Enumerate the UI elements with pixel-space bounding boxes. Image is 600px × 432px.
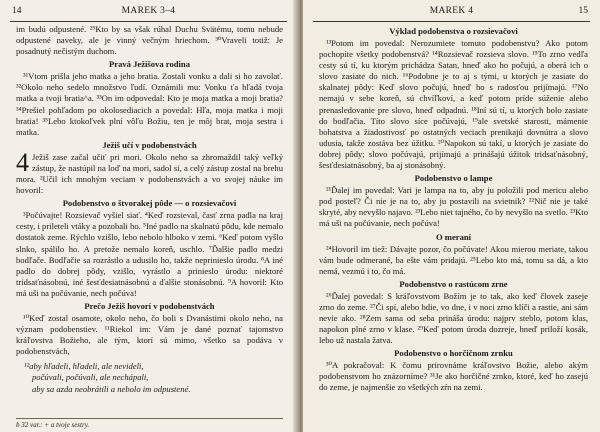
left-running-head: MAREK 3–4 [121,6,176,16]
quoted-verse [24,361,283,394]
left-page-header [10,6,287,20]
footnote: b 32 var.: + a tvoje sestry. [16,418,283,430]
section-heading: Prečo Ježiš hovorí v podobenstvách [84,300,215,311]
verse-paragraph: ³Počúvajte! Rozsievač vyšiel siať. ⁴Keď rozsieval, časť zrna padla na kraj cesty, i prileteli vtáky a pozobali ho. ⁵Iné padlo na skalnatú pôdu, kde nemalo dostatok zeme. Rýchlo vzišlo, lebo nebolo hlboko v zemi. ⁶Keď potom vyšlo slnko, spálilo ho. A pretože nemalo koreň, uschlo. ⁷Ďalšie padlo medzi bodľače. Bodľačie sa rozrástlo a udusilo ho, takže neprinieslo úrodu. ⁸A iné padlo do dobrej pôdy, vzišlo, vyrástlo a prinieslo úrodu: niektoré tridsaťnásobnú, iné šesťdesiatnásobnú a ďalšie stonásobnú. ⁹A hovoril: Kto má uši na počúvanie, nech počúva! [16,210,283,298]
section-heading: Pravá Ježišova rodina [109,59,190,70]
verse-paragraph: ²⁴Hovoril im tiež: Dávajte pozor, čo počúvate! Akou mierou meriate, takou vám bude odmerané, ba ešte vám pridajú. ²⁵Lebo kto má, tomu sa dá, a kto nemá, vezmú i to, čo má. [319,243,588,276]
verse-paragraph: ²⁶Ďalej povedal: S kráľovstvom Božím je to tak, ako keď človek zaseje zrno do zeme. ²⁷Či spí, alebo bdie, vo dne, i v noci zrno klíči a rastie, ani sám nevie ako. ²⁸Zem sama od seba prináša úrodu: najprv steblo, potom klas, napokon plné zrno v klase. ²⁹Keď potom úroda dozreje, hneď priloží kosák, lebo už nastala žatva. [319,290,588,346]
section-heading: Ježiš učí v podobenstvách [102,139,197,150]
right-page-number: 15 [578,6,588,16]
right-page [303,0,600,432]
verse-paragraph: ³¹Vtom prišla jeho matka a jeho bratia. Zostali vonku a dali si ho zavolať. ³²Okolo neho sedelo množstvo ľudí. Oznámili mu: Vonku ťa hľadá tvoja matka a tvoji bratia^a. ³³On im odpovedal: Kto je moja matka a moji bratia? ³⁴Prešiel pohľadom po okolosediacich a povedal: Hľa, moja matka i moji bratia! ³⁵Lebo ktokoľvek plní vôľu Božiu, ten je môj brat, moja sestra i matka. [16,71,283,137]
verse-paragraph: im budú odpustené. ²⁹Kto by sa však rúhal Duchu Svätému, tomu nebude odpustené naveky, ale je vinný večným hriechom. ³⁰Vraveli totiž: Je posadnutý nečistým duchom. [16,24,283,57]
paragraph-text: Ježiš zase začal učiť pri mori. Okolo neho sa zhromaždil taký veľký zástup, že nastúpil na loď na mori, sadol si, a celý zástup zostal na brehu mora. ²Učil ich mnohým veciam v podobenstvách a vo svojej náuke im hovoril: [16,151,283,196]
right-page-header [313,6,590,20]
right-running-head: MAREK 4 [429,6,474,16]
verse-line: ¹²aby hľadeli, hľadeli, ale nevideli, [24,361,144,372]
section-heading: Výklad podobenstva o rozsievačovi [389,26,518,36]
left-page-number: 14 [12,6,22,16]
section-heading: O meraní [435,231,472,242]
verse-paragraph: ²¹Ďalej im povedal: Vari je lampa na to, aby ju položili pod mericu alebo pod posteľ? Či nie je na to, aby ju postavili na svietnik? ²²Nič nie je také skryté, aby nevyšlo najavo. ²³Lebo niet tajného, čo by nevyšlo na svetlo. ²³Kto má uši na počúvanie, nech počúva! [319,185,588,229]
chapter-opening-paragraph [16,147,283,196]
chapter-number: 4 [16,147,29,177]
left-header-rule [10,21,287,22]
left-page-text [16,24,283,395]
section-heading: Podobenstvo o rastúcom zrne [399,278,508,289]
section-heading: Podobenstvo o lampe [414,173,493,184]
verse-paragraph: ¹³Potom im povedal: Nerozumiete tomuto podobenstvu? Ako potom pochopíte všetky podobenstvá? ¹⁴Rozsievač rozsieva slovo. ¹⁵To zrno vedľa cesty sú tí, ku ktorým prichádza Satan, hneď ako ho počujú, a oberá ich o slovo zasiate do nich. ¹⁶Podobne je to aj s tými, u ktorých je zasiate do skalnatej pôdy: Keď slovo počujú, hneď ho s radosťou prijímajú. ¹⁷No nemajú v sebe koreň, sú chvíľkoví, a keď potom príde súženie alebo prenasledovanie pre slovo, hneď odpadnú. ¹⁸Iní sú tí, u ktorých bolo zasiate do bodľačia. Títo slovo síce počúvajú, ¹⁹ale svetské starosti, mámenie bohatstva a žiadostivosť po ostatných veciach prenikajú dovnútra a slovo udusia, takže zostáva bez úžitku. ²⁰Napokon sú takí, u ktorých je zasiate do dobrej pôdy; slovo počúvajú, prijímajú a prinášajú úžitok tridsaťnásobný, šesťdesiatnásobný, ba aj stonásobný. [319,38,588,171]
section-heading: Podobenstvo o štvorakej pôde — o rozsievačovi [62,198,237,209]
verse-line: počúvali, počúvali, ale nechápali, [32,372,149,383]
left-page [0,0,297,432]
verse-paragraph: ³⁰A pokračoval: K čomu prirovnáme kráľovstvo Božie, alebo akým podobenstvom ho znázorníme? ³¹Je ako horčičné zrnko, ktoré, keď ho zasejú do zeme, je najmenšie zo všetkých zŕn na zemi. [319,360,588,393]
verse-line: aby sa azda neobrátili a nebolo im odpustené. [32,383,191,394]
section-heading: Podobenstvo o horčičnom zrnku [394,348,513,359]
verse-paragraph: ¹⁰Keď zostal osamote, okolo neho, čo boli s Dvanástimi okolo neho, na význam podobenstiev. ¹¹Riekol im: Vám je dané poznať tajomstvo kráľovstva Božieho, ale tým, ktorí sú mimo, všetko sa podáva v podobenstvách, [16,312,283,357]
right-header-rule [313,21,590,22]
right-page-text [319,24,588,394]
